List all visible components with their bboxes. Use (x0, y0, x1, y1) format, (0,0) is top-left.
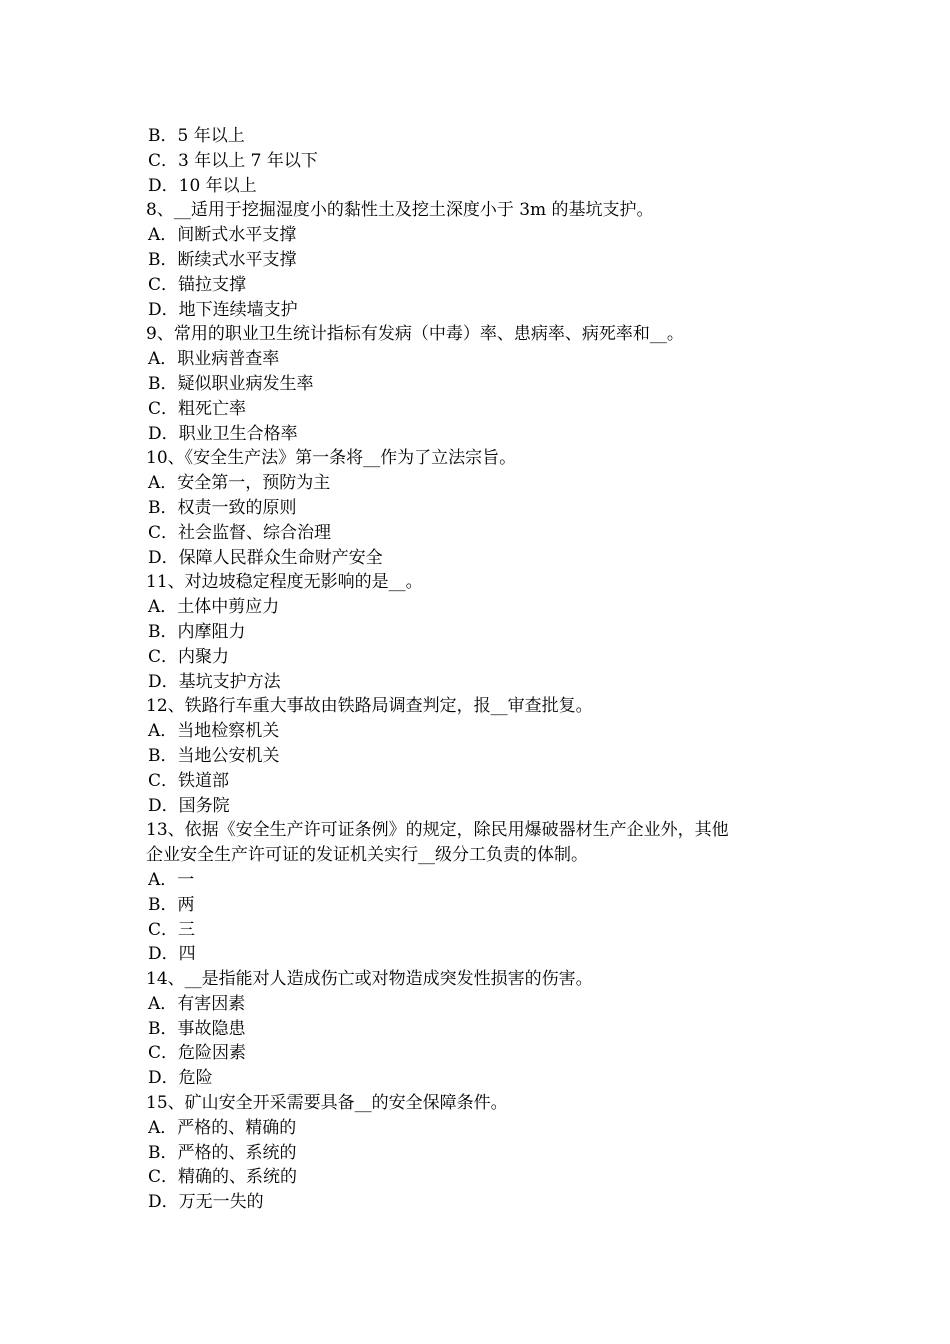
option-q15-d: D．万无一失的 (148, 1192, 264, 1213)
option-q13-d: D．四 (148, 944, 196, 965)
question-13: 13、依据《安全生产许可证条例》的规定，除民用爆破器材生产企业外，其他 (146, 820, 729, 841)
question-9: 9、常用的职业卫生统计指标有发病（中毒）率、患病率、病死率和__。 (146, 324, 684, 345)
option-q13-a: A．一 (148, 869, 195, 890)
option-q8-c: C．锚拉支撑 (148, 274, 247, 295)
option-q11-b: B．内摩阻力 (148, 621, 246, 642)
document-page (0, 124, 950, 1215)
option-q9-c: C．粗死亡率 (148, 398, 247, 419)
question-10: 10、《安全生产法》第一条将__作为了立法宗旨。 (146, 448, 517, 469)
option-q7-d: D．10 年以上 (148, 175, 257, 196)
question-15: 15、矿山安全开采需要具备__的安全保障条件。 (146, 1093, 508, 1114)
option-q9-a: A．职业病普查率 (148, 349, 280, 370)
option-q13-c: C．三 (148, 919, 196, 940)
option-q11-d: D．基坑支护方法 (148, 671, 281, 692)
option-q8-b: B．断续式水平支撑 (148, 249, 297, 270)
question-14: 14、__是指能对人造成伤亡或对物造成突发性损害的伤害。 (146, 969, 593, 990)
option-q10-b: B．权责一致的原则 (148, 497, 297, 518)
option-q14-b: B．事故隐患 (148, 1018, 246, 1039)
option-q12-b: B．当地公安机关 (148, 745, 280, 766)
option-q8-d: D．地下连续墙支护 (148, 299, 298, 320)
option-q7-c: C．3 年以上 7 年以下 (148, 150, 318, 171)
option-q15-c: C．精确的、系统的 (148, 1167, 298, 1188)
option-q10-d: D．保障人民群众生命财产安全 (148, 547, 383, 568)
option-q11-a: A．土体中剪应力 (148, 597, 280, 618)
option-q13-b: B．两 (148, 894, 195, 915)
question-12: 12、铁路行车重大事故由铁路局调查判定，报__审查批复。 (146, 696, 593, 717)
option-q15-a: A．严格的、精确的 (148, 1117, 297, 1138)
option-q14-a: A．有害因素 (148, 993, 246, 1014)
option-q11-c: C．内聚力 (148, 646, 230, 667)
option-q14-d: D．危险 (148, 1068, 213, 1089)
option-q9-b: B．疑似职业病发生率 (148, 373, 314, 394)
option-q10-a: A．安全第一，预防为主 (148, 473, 331, 494)
question-11: 11、对边坡稳定程度无影响的是__。 (146, 572, 423, 593)
option-q12-a: A．当地检察机关 (148, 721, 280, 742)
option-q14-c: C．危险因素 (148, 1043, 247, 1064)
option-q8-a: A．间断式水平支撑 (148, 225, 297, 246)
option-q10-c: C．社会监督、综合治理 (148, 522, 332, 543)
option-q12-c: C．铁道部 (148, 770, 230, 791)
option-q12-d: D．国务院 (148, 795, 230, 816)
option-q7-b: B．5 年以上 (148, 126, 245, 146)
question-8: 8、__适用于挖掘湿度小的黏性土及挖土深度小于 3m 的基坑支护。 (146, 200, 654, 221)
question-13-continued: 企业安全生产许可证的发证机关实行__级分工负责的体制。 (146, 845, 588, 866)
option-q15-b: B．严格的、系统的 (148, 1142, 297, 1163)
option-q9-d: D．职业卫生合格率 (148, 423, 298, 444)
